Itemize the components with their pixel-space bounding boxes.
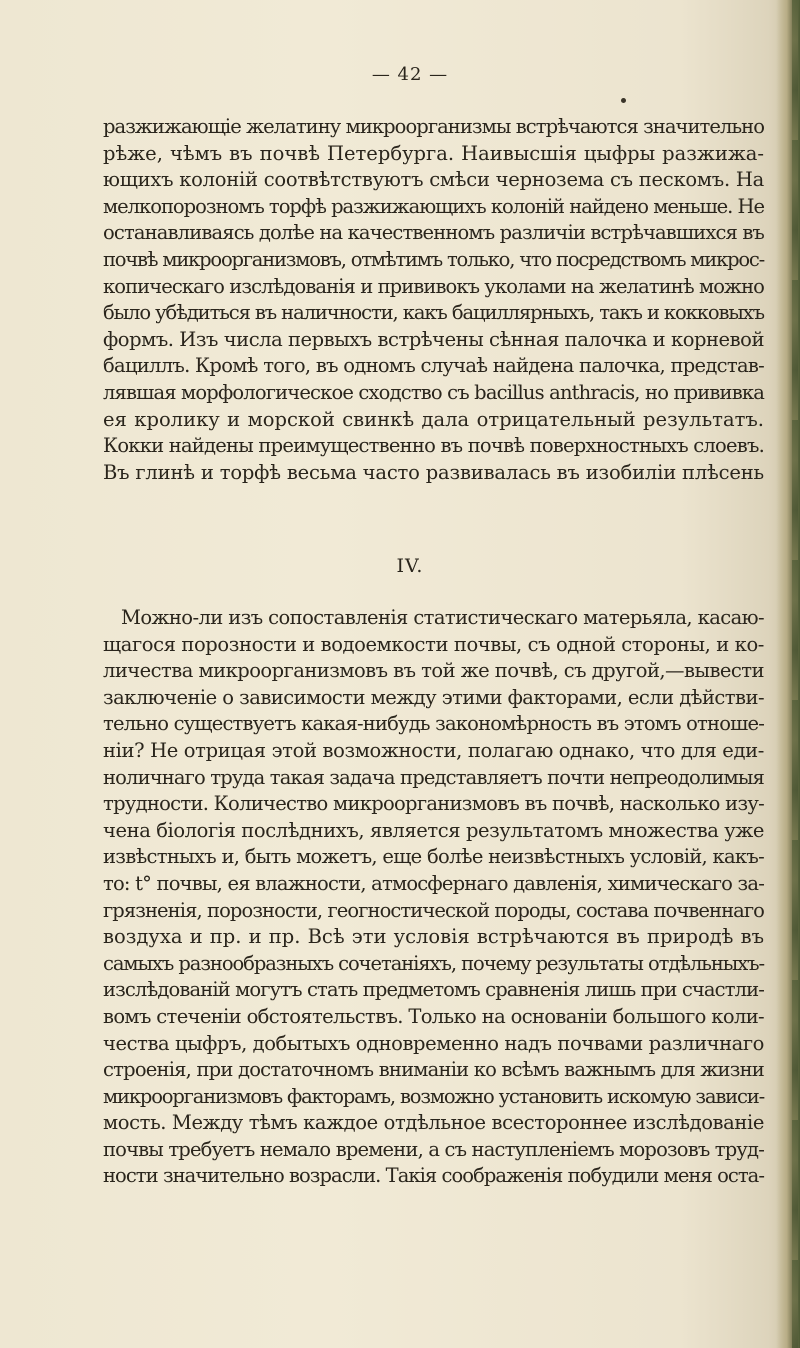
text-line: заключеніе о зависимости между этими факторами, если дѣйстви- [103, 685, 764, 709]
book-spine-edge [792, 0, 798, 1348]
text-line: почвы требуетъ немало времени, а съ наступленіемъ морозовъ труд- [103, 1137, 764, 1161]
text-line: мость. Между тѣмъ каждое отдѣльное всестороннее изслѣдованіе [103, 1111, 764, 1135]
text-line: формъ. Изъ числа первыхъ встрѣчены сѣнная палочка и корневой [103, 327, 764, 351]
text-line: разжижающіе желатину микроорганизмы встрѣчаются значительно [103, 115, 764, 138]
text-line: Въ глинѣ и торфѣ весьма часто развивалась въ изобиліи плѣсень [103, 460, 764, 484]
text-line: строенія, при достаточномъ вниманіи ко всѣмъ важнымъ для жизни [103, 1058, 764, 1082]
text-line: Можно-ли изъ сопоставленія статистическаго матерьяла, касаю- [121, 606, 764, 629]
text-line: ея кролику и морской свинкѣ дала отрицательный результатъ. [103, 407, 764, 431]
text-line: бациллъ. Кромѣ того, въ одномъ случаѣ найдена палочка, представ- [103, 354, 764, 378]
text-line: было убѣдиться въ наличности, какъ бациллярныхъ, такъ и кокковыхъ [103, 301, 764, 325]
text-line: мелкопорозномъ торфѣ разжижающихъ колоній найдено меньше. Не [103, 194, 764, 218]
text-line: вомъ стеченіи обстоятельствъ. Только на основаніи большого коли- [103, 1004, 764, 1028]
section-heading: IV. [396, 555, 424, 577]
paragraph-continued [103, 114, 764, 486]
text-line: чена біологія послѣднихъ, является результатомъ множества уже [103, 818, 764, 842]
text-line: останавливаясь долѣе на качественномъ различіи встрѣчавшихся въ [103, 221, 764, 245]
ink-speck [621, 98, 626, 103]
text-line: ющихъ колоній соотвѣтствуютъ смѣси чернозема съ пескомъ. На [103, 168, 764, 192]
text-line: рѣже, чѣмъ въ почвѣ Петербурга. Наивысшія цыфры разжижа- [103, 141, 764, 165]
text-line: ноличнаго труда такая задача представляетъ почти непреодолимыя [103, 765, 764, 789]
paragraph-section-iv [103, 605, 764, 1190]
page-number: — 42 — [371, 64, 449, 85]
text-line: ніи? Не отрицая этой возможности, полагаю однако, что для еди- [103, 738, 764, 762]
text-line: самыхъ разнообразныхъ сочетаніяхъ, почему результаты отдѣльныхъ- [103, 951, 764, 975]
text-line: чества цыфръ, добытыхъ одновременно надъ почвами различнаго [103, 1031, 764, 1055]
text-line: грязненія, порозности, геогностической породы, состава почвеннаго [103, 898, 764, 922]
text-line: ности значительно возрасли. Такія соображенія побудили меня оста- [103, 1164, 764, 1188]
page-edge-shadow [776, 0, 800, 1348]
text-line: то: t° почвы, ея влажности, атмосфернаго давленія, химическаго за- [103, 871, 764, 895]
text-line: изслѣдованій могутъ стать предметомъ сравненія лишь при счастли- [103, 978, 764, 1002]
text-line: копическаго изслѣдованія и прививокъ уколами на желатинѣ можно [103, 274, 764, 298]
text-line: щагося порозности и водоемкости почвы, съ одной стороны, и ко- [103, 632, 764, 656]
text-line: трудности. Количество микроорганизмовъ въ почвѣ, насколько изу- [103, 792, 765, 816]
text-line: лявшая морфологическое сходство съ bacillus anthracis, но прививка [103, 380, 764, 404]
text-line: личества микроорганизмовъ въ той же почвѣ, съ другой,—вывести [103, 659, 764, 683]
text-line: микроорганизмовъ факторамъ, возможно установить искомую зависи- [103, 1084, 764, 1108]
text-line: извѣстныхъ и, быть можетъ, еще болѣе неизвѣстныхъ условій, какъ- [103, 845, 764, 869]
text-line: Кокки найдены преимущественно въ почвѣ поверхностныхъ слоевъ. [103, 434, 764, 458]
text-line: тельно существуетъ какая-нибудь закономѣрность въ этомъ отноше- [103, 712, 764, 736]
text-line: почвѣ микроорганизмовъ, отмѣтимъ только, что посредствомъ микрос- [103, 247, 764, 271]
text-line: воздуха и пр. и пр. Всѣ эти условія встрѣчаются въ природѣ въ [103, 925, 764, 949]
